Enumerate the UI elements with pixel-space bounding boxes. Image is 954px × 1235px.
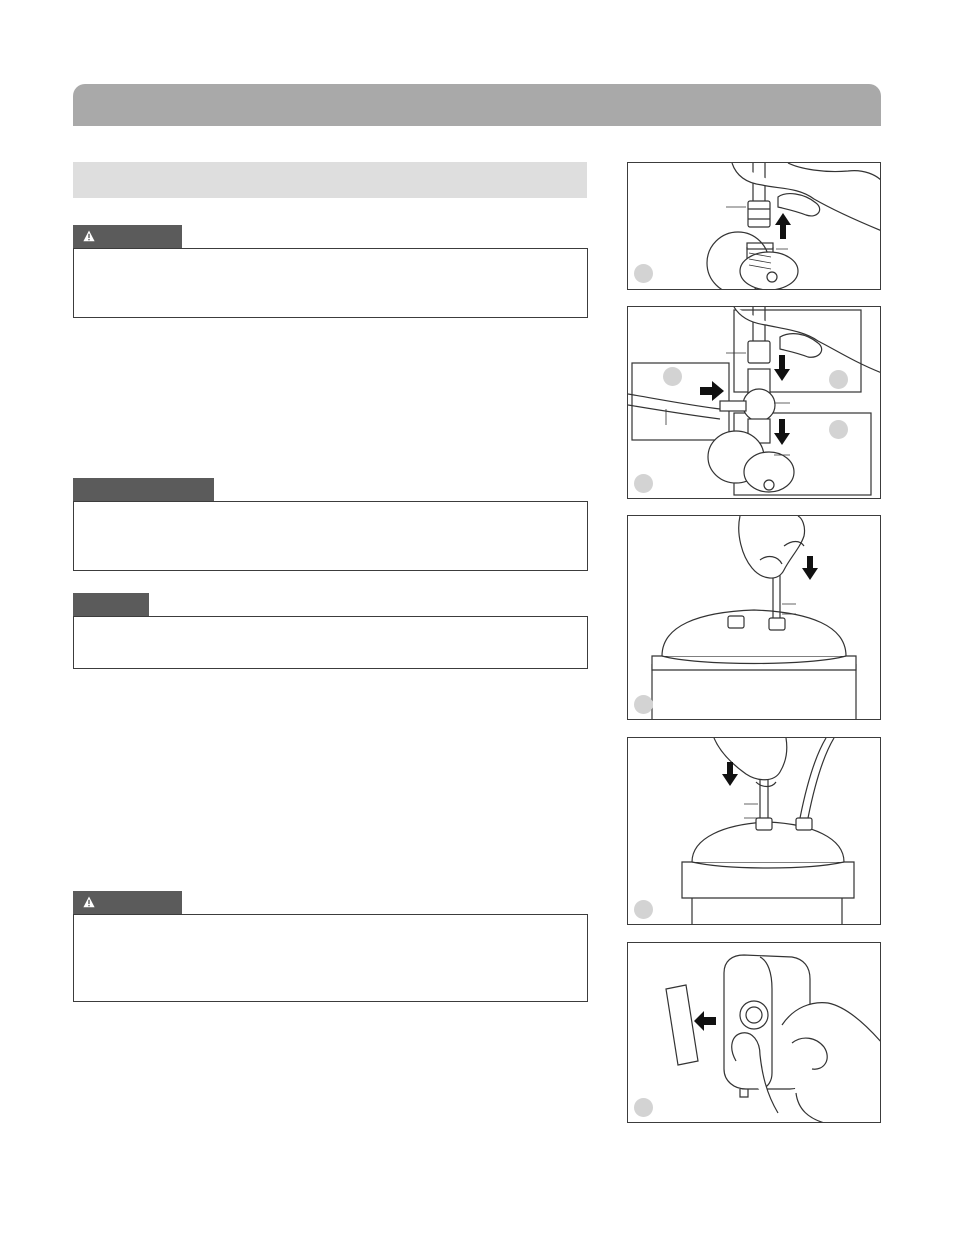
supply-disconnect-illustration bbox=[628, 163, 881, 290]
figure-2 bbox=[627, 306, 881, 499]
notice-box bbox=[73, 616, 588, 669]
warning-triangle-icon bbox=[83, 896, 95, 908]
hand-icon bbox=[739, 516, 805, 578]
arrow-down-icon bbox=[774, 355, 790, 445]
second-tubing-insert-illustration bbox=[628, 738, 881, 925]
faucet-unit-illustration bbox=[628, 943, 881, 1123]
figure-2-inset-badge-a bbox=[663, 367, 682, 386]
figure-4-step-badge bbox=[634, 900, 653, 919]
figure-3 bbox=[627, 515, 881, 720]
figure-5 bbox=[627, 942, 881, 1123]
hand-icon bbox=[714, 738, 787, 787]
figure-3-step-badge bbox=[634, 695, 653, 714]
filter-housing-icon bbox=[682, 818, 854, 925]
warning-box bbox=[73, 248, 588, 318]
caution-box bbox=[73, 501, 588, 571]
figure-2-step-badge bbox=[634, 474, 653, 493]
figure-4 bbox=[627, 737, 881, 925]
figure-1-step-badge bbox=[634, 264, 653, 283]
figure-2-inset-badge-b bbox=[829, 370, 848, 389]
warning-box-2 bbox=[73, 914, 588, 1002]
arrow-right-icon bbox=[700, 381, 724, 401]
figure-5-step-badge bbox=[634, 1098, 653, 1117]
arrow-left-icon bbox=[694, 1011, 716, 1031]
tubing-icon bbox=[628, 394, 720, 419]
warning-triangle-icon bbox=[83, 230, 95, 242]
figure-1 bbox=[627, 162, 881, 290]
notice-tab bbox=[73, 593, 149, 616]
tee-adapter-illustration bbox=[628, 307, 881, 499]
shut-off-valve-icon bbox=[707, 232, 798, 290]
figure-2-inset-badge-c bbox=[829, 420, 848, 439]
section-title-bar bbox=[73, 162, 587, 198]
page-header-bar bbox=[73, 84, 881, 126]
warning-tab bbox=[73, 225, 182, 248]
caution-tab bbox=[73, 478, 214, 501]
arrow-down-icon bbox=[802, 556, 818, 580]
arrow-up-icon bbox=[775, 213, 791, 239]
tubing-insert-illustration bbox=[628, 516, 881, 720]
label-card-icon bbox=[666, 985, 698, 1065]
filter-housing-icon bbox=[652, 610, 856, 720]
warning-tab-2 bbox=[73, 891, 182, 914]
